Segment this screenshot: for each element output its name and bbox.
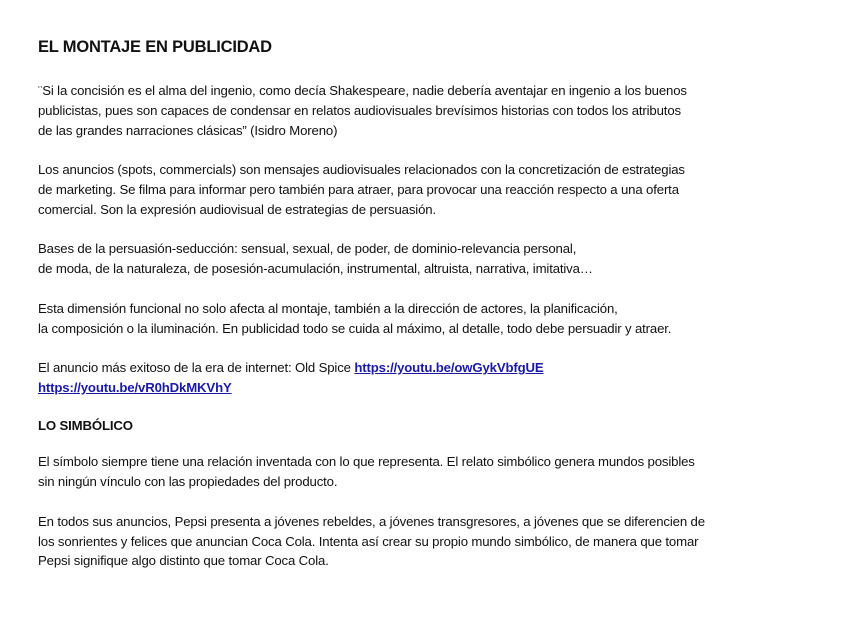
old-spice-link-1[interactable]: https://youtu.be/owGykVbfgUE bbox=[354, 360, 544, 376]
old-spice-link-2[interactable]: https://youtu.be/vR0hDkMKVhY bbox=[38, 379, 232, 395]
anuncios-line: Los anuncios (spots, commercials) son mensajes audiovisuales relacionados con la concretización de estrategias bbox=[38, 162, 685, 178]
simbolo-paragraph bbox=[38, 452, 828, 492]
pepsi-line: Pepsi signifique algo distinto que tomar Coca Cola. bbox=[38, 553, 329, 569]
old-spice-paragraph bbox=[38, 358, 828, 398]
anuncios-line: de marketing. Se filma para informar pero también para atraer, para provocar una reacción respecto a una oferta bbox=[38, 181, 679, 197]
anuncios-line: comercial. Son la expresión audiovisual de estrategias de persuasión. bbox=[38, 201, 436, 217]
document-page bbox=[38, 38, 828, 591]
pepsi-line: En todos sus anuncios, Pepsi presenta a jóvenes rebeldes, a jóvenes transgresores, a jóvenes que se diferencien de bbox=[38, 513, 705, 529]
quote-paragraph bbox=[38, 81, 828, 140]
dimension-paragraph bbox=[38, 299, 828, 339]
quote-line: de las grandes narraciones clásicas” (Isidro Moreno) bbox=[38, 122, 338, 138]
old-spice-text: El anuncio más exitoso de la era de internet: Old Spice bbox=[38, 360, 355, 376]
page-title: EL MONTAJE EN PUBLICIDAD bbox=[38, 38, 272, 56]
bases-line: Bases de la persuasión-seducción: sensual, sexual, de poder, de dominio-relevancia personal, bbox=[38, 241, 577, 257]
bases-paragraph bbox=[38, 239, 828, 279]
simbolo-line: sin ningún vínculo con las propiedades del producto. bbox=[38, 474, 338, 490]
anuncios-paragraph bbox=[38, 160, 828, 219]
bases-line: de moda, de la naturaleza, de posesión-acumulación, instrumental, altruista, narrativa, imitativa… bbox=[38, 261, 593, 277]
old-spice-line-2 bbox=[38, 378, 828, 398]
quote-line: ¨Si la concisión es el alma del ingenio, como decía Shakespeare, nadie debería aventajar en ingenio a los buenos bbox=[38, 83, 687, 98]
simbolo-line: El símbolo siempre tiene una relación inventada con lo que representa. El relato simbólico genera mundos posibles bbox=[38, 454, 695, 470]
old-spice-line bbox=[38, 358, 828, 378]
pepsi-paragraph bbox=[38, 512, 828, 571]
dimension-line: la composición o la iluminación. En publicidad todo se cuida al máximo, al detalle, todo debe persuadir y atraer. bbox=[38, 320, 672, 336]
pepsi-line: los sonrientes y felices que anuncian Coca Cola. Intenta así crear su propio mundo simbólico, de manera que tomar bbox=[38, 533, 699, 549]
dimension-line: Esta dimensión funcional no solo afecta al montaje, también a la dirección de actores, la planificación, bbox=[38, 300, 618, 316]
quote-line: publicistas, pues son capaces de condensar en relatos audiovisuales brevísimos historias con todos los atributos bbox=[38, 102, 681, 118]
simbolico-heading: LO SIMBÓLICO bbox=[38, 417, 133, 433]
